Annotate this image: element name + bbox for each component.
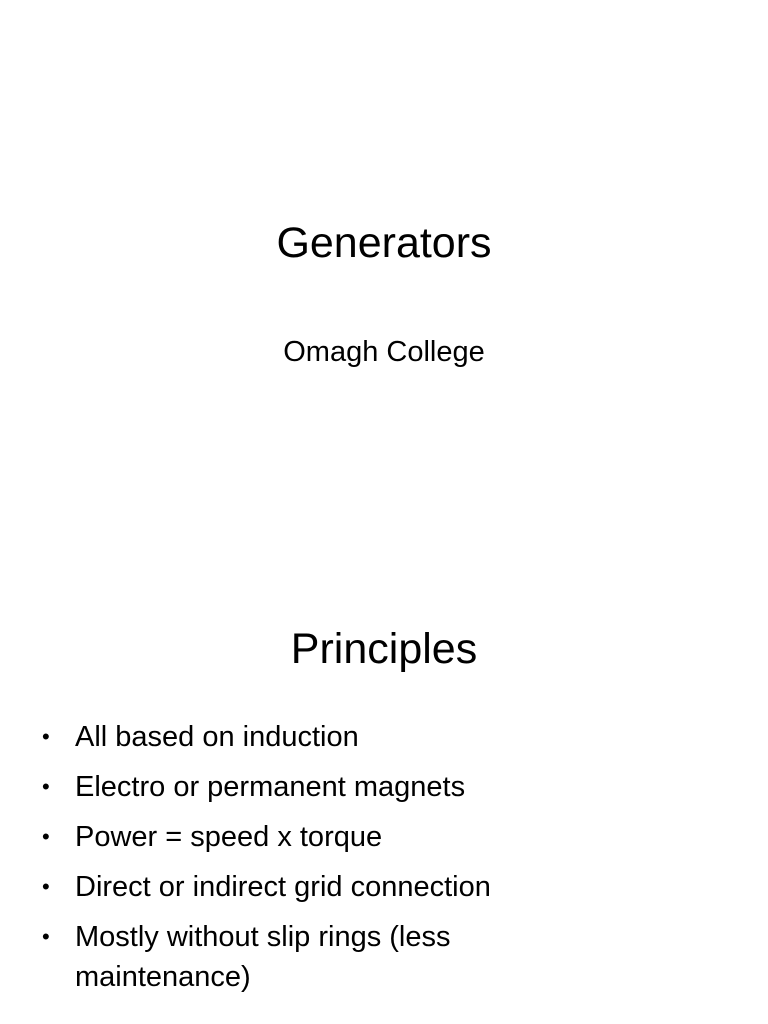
- bullet-text: Electro or permanent magnets: [75, 771, 466, 803]
- bullet-text: Direct or indirect grid connection: [75, 871, 491, 903]
- bullet-icon: •: [42, 724, 50, 749]
- bullet-text: Power = speed x torque: [75, 821, 383, 853]
- bullet-icon: •: [42, 824, 50, 849]
- bullet-icon: •: [42, 774, 50, 799]
- bullet-item: [42, 767, 742, 807]
- slide-subtitle: Omagh College: [283, 336, 485, 368]
- bullet-item: [42, 867, 742, 907]
- bullet-list: [42, 717, 742, 1007]
- principles-slide: [0, 512, 768, 1024]
- bullet-item: [42, 917, 742, 997]
- bullet-text: Mostly without slip rings (less maintenance): [75, 921, 451, 993]
- bullet-icon: •: [42, 874, 50, 899]
- bullet-icon: •: [42, 924, 50, 949]
- bullet-item: [42, 717, 742, 757]
- bullet-item: [42, 817, 742, 857]
- slide-title: Principles: [290, 625, 478, 673]
- slide-title: Generators: [276, 219, 492, 267]
- bullet-text: All based on induction: [75, 721, 359, 753]
